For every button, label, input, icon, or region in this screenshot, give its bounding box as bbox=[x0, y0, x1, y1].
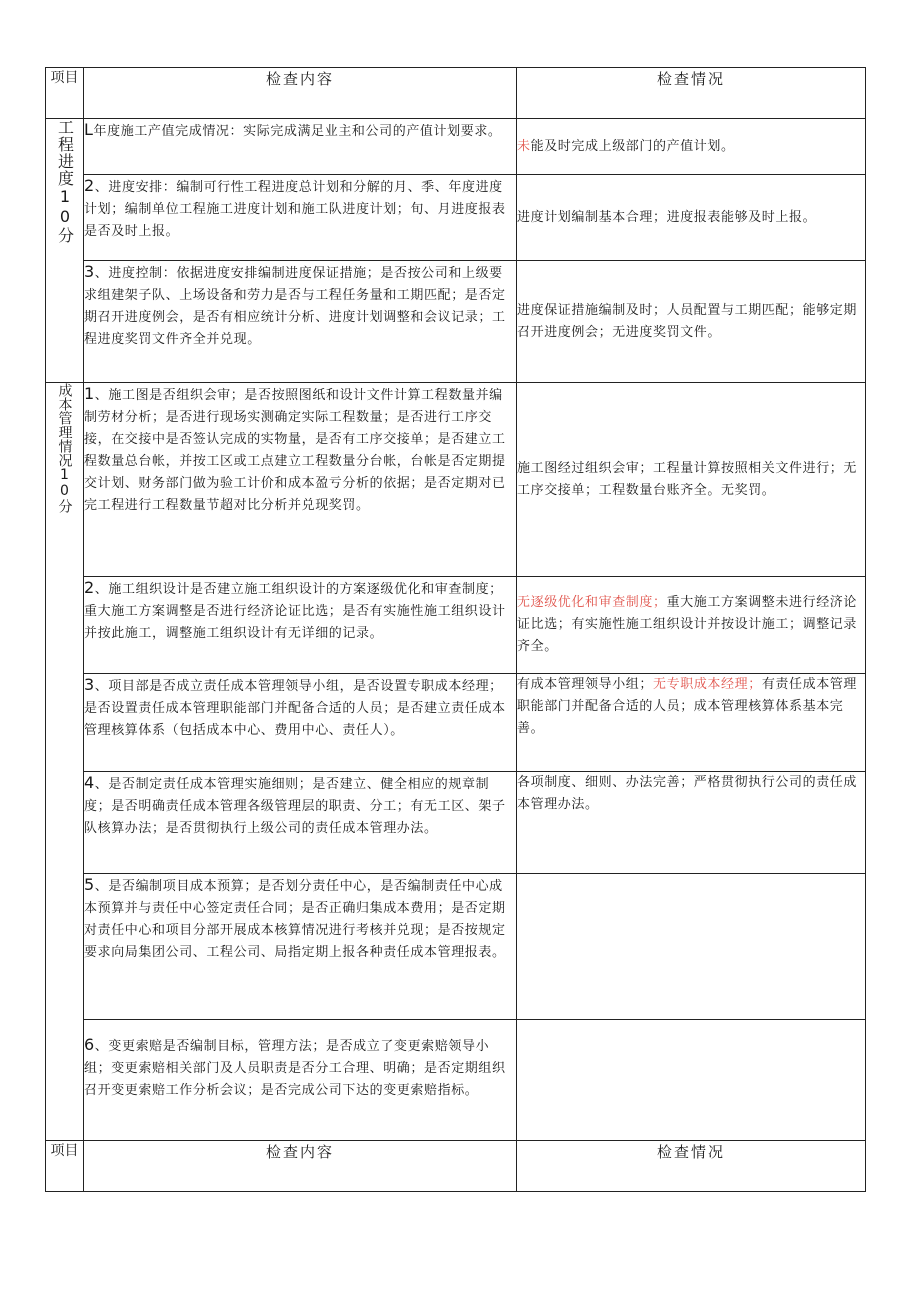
check-content: 1、施工图是否组织会审；是否按照图纸和设计文件计算工程数量并编制劳材分析；是否进行现场实测确定实际工程数量；是否进行工序交接，在交接中是否签认完成的实物量，是否有工序交接单；是否建立工程数量总台帐，并按工区或工点建立工程数量分台帐，台帐是否定期提交计划、财务部门做为验工计价和成本盈亏分析的依据；是否定期对已完工程进行工程数量节超对比分析并兑现奖罚。 bbox=[84, 383, 517, 577]
header-status: 检查情况 bbox=[517, 68, 866, 119]
check-content: 2、进度安排：编制可行性工程进度总计划和分解的月、季、年度进度计划；编制单位工程施工进度计划和施工队进度计划；旬、月进度报表是否及时上报。 bbox=[84, 175, 517, 261]
table-row bbox=[46, 874, 866, 1020]
check-content: 3、进度控制：依据进度安排编制进度保证措施；是否按公司和上级要求组建架子队、上场设备和劳力是否与工程任务量和工期匹配；是否定期召开进度例会，是否有相应统计分析、进度计划调整和会议记录；工程进度奖罚文件齐全并兑现。 bbox=[84, 261, 517, 383]
inspection-table bbox=[45, 67, 866, 1192]
check-status: 进度计划编制基本合理；进度报表能够及时上报。 bbox=[517, 175, 866, 261]
check-status: 无逐级优化和审查制度；重大施工方案调整未进行经济论证比选；有实施性施工组织设计并按设计施工；调整记录齐全。 bbox=[517, 577, 866, 674]
section-label-cost: 成本管理情况10分 bbox=[46, 383, 84, 1141]
section-label-progress: 工程进度10分 bbox=[46, 119, 84, 383]
check-content: L年度施工产值完成情况：实际完成满足业主和公司的产值计划要求。 bbox=[84, 119, 517, 175]
footer-status: 检查情况 bbox=[517, 1141, 866, 1192]
table-row bbox=[46, 175, 866, 261]
footer-item: 项目 bbox=[46, 1141, 84, 1192]
check-status: 进度保证措施编制及时；人员配置与工期匹配；能够定期召开进度例会；无进度奖罚文件。 bbox=[517, 261, 866, 383]
check-content: 6、变更索赔是否编制目标，管理方法；是否成立了变更索赔领导小组；变更索赔相关部门及人员职责是否分工合理、明确；是否定期组织召开变更索赔工作分析会议；是否完成公司下达的变更索赔指标。 bbox=[84, 1020, 517, 1141]
check-content: 4、是否制定责任成本管理实施细则；是否建立、健全相应的规章制度；是否明确责任成本管理各级管理层的职责、分工；有无工区、架子队核算办法；是否贯彻执行上级公司的责任成本管理办法。 bbox=[84, 772, 517, 874]
header-row bbox=[46, 68, 866, 119]
check-status: 施工图经过组织会审；工程量计算按照相关文件进行；无工序交接单；工程数量台账齐全。无奖罚。 bbox=[517, 383, 866, 577]
check-status: 有成本管理领导小组；无专职成本经理；有责任成本管理职能部门并配备合适的人员；成本管理核算体系基本完善。 bbox=[517, 674, 866, 772]
table-row bbox=[46, 383, 866, 577]
footer-content: 检查内容 bbox=[84, 1141, 517, 1192]
table-row bbox=[46, 1020, 866, 1141]
check-status bbox=[517, 1020, 866, 1141]
table-row bbox=[46, 674, 866, 772]
table-row bbox=[46, 119, 866, 175]
table-row bbox=[46, 577, 866, 674]
check-status: 未能及时完成上级部门的产值计划。 bbox=[517, 119, 866, 175]
check-content: 5、是否编制项目成本预算；是否划分责任中心，是否编制责任中心成本预算并与责任中心签定责任合同；是否正确归集成本费用；是否定期对责任中心和项目分部开展成本核算情况进行考核并兑现；是否按规定要求向局集团公司、工程公司、局指定期上报各种责任成本管理报表。 bbox=[84, 874, 517, 1020]
check-status bbox=[517, 874, 866, 1020]
table-row bbox=[46, 772, 866, 874]
check-status: 各项制度、细则、办法完善；严格贯彻执行公司的责任成本管理办法。 bbox=[517, 772, 866, 874]
check-content: 2、施工组织设计是否建立施工组织设计的方案逐级优化和审查制度；重大施工方案调整是否进行经济论证比选；是否有实施性施工组织设计并按此施工，调整施工组织设计有无详细的记录。 bbox=[84, 577, 517, 674]
header-item: 项目 bbox=[46, 68, 84, 119]
table-row bbox=[46, 261, 866, 383]
footer-row bbox=[46, 1141, 866, 1192]
header-content: 检查内容 bbox=[84, 68, 517, 119]
check-content: 3、项目部是否成立责任成本管理领导小组，是否设置专职成本经理；是否设置责任成本管理职能部门并配备合适的人员；是否建立责任成本管理核算体系（包括成本中心、费用中心、责任人）。 bbox=[84, 674, 517, 772]
